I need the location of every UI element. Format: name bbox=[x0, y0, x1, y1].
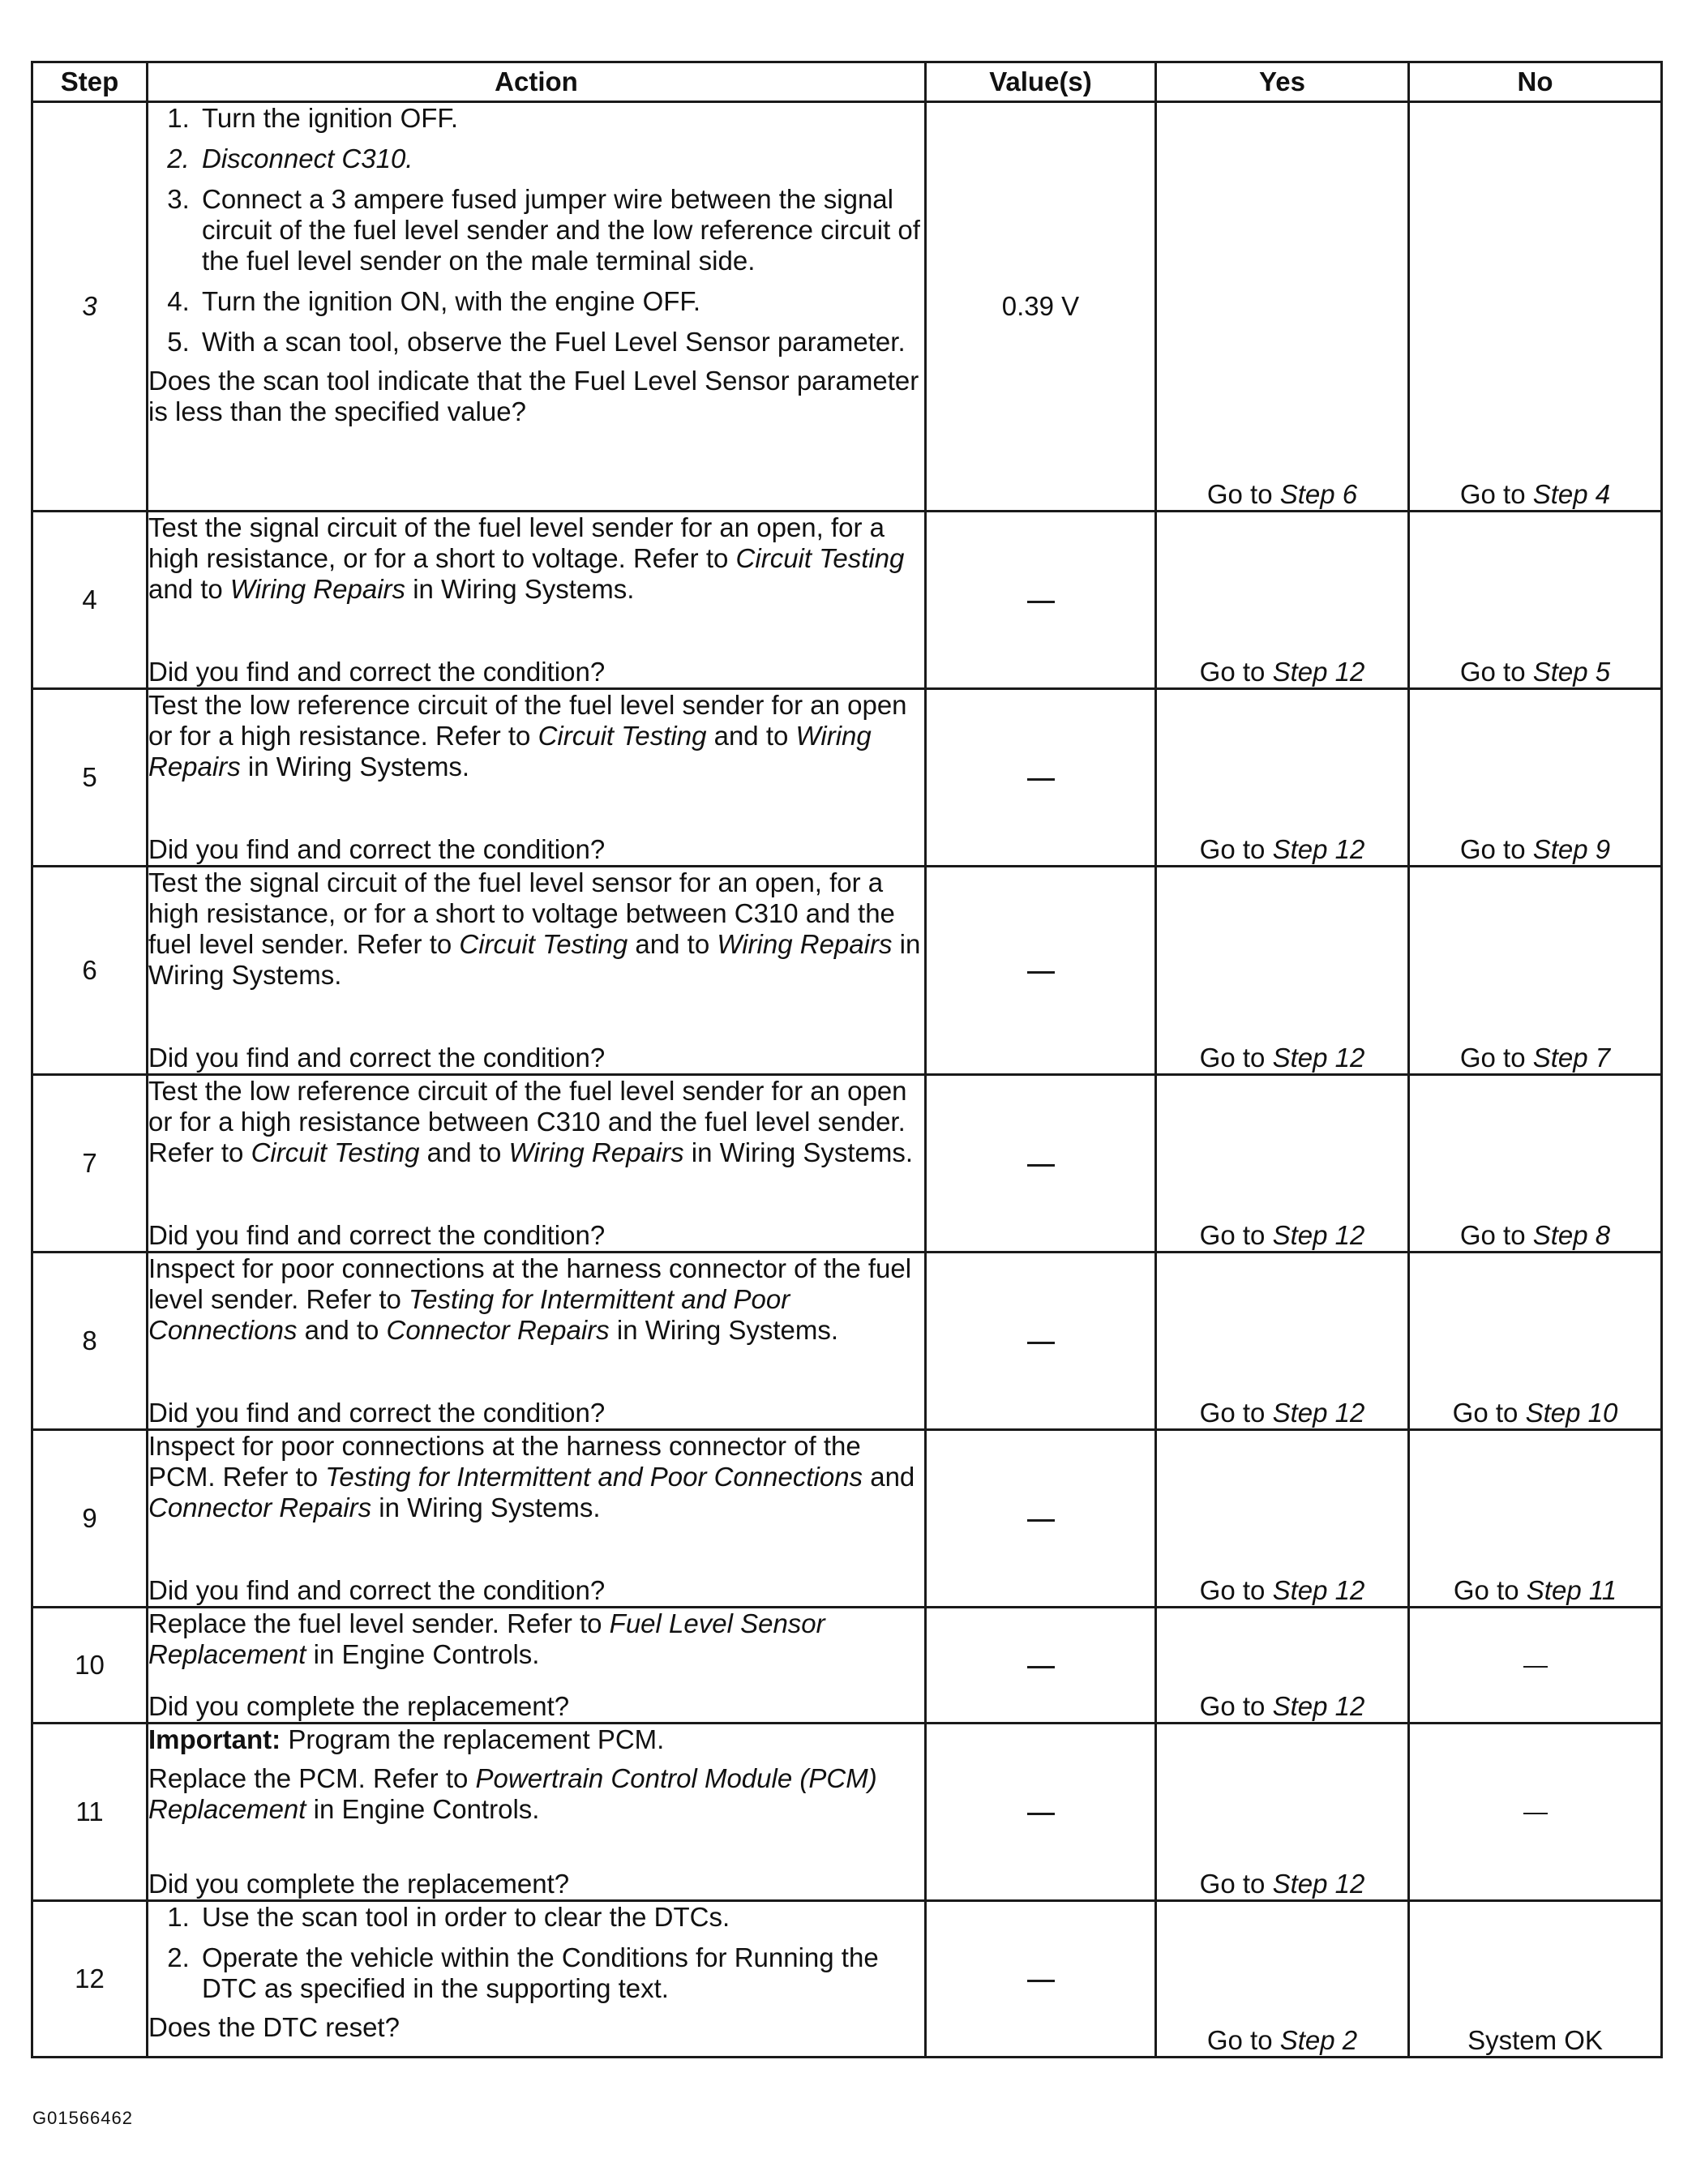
action-text-part: in Wiring Systems. bbox=[683, 1137, 914, 1167]
action-text-part: and to bbox=[706, 721, 796, 751]
yes-prefix: Go to bbox=[1199, 1398, 1273, 1428]
reference-circuit-testing: Circuit Testing bbox=[251, 1137, 420, 1167]
reference-fuel-level-sensor-replacement: Fuel Level Sensor Replacement bbox=[148, 1608, 825, 1669]
yes-cell bbox=[1156, 1608, 1409, 1724]
action-content bbox=[148, 1724, 924, 1899]
no-value-dash bbox=[1027, 601, 1055, 603]
no-cell bbox=[1409, 102, 1662, 512]
no-prefix: Go to bbox=[1459, 657, 1533, 687]
value-cell bbox=[926, 512, 1156, 689]
action-content bbox=[148, 867, 924, 1073]
action-cell bbox=[148, 867, 926, 1075]
reference-connector-repairs: Connector Repairs bbox=[148, 1492, 372, 1522]
action-text-part: in Wiring Systems. bbox=[609, 1315, 839, 1345]
yes-prefix: Go to bbox=[1199, 1869, 1273, 1899]
action-step-item: 1. Use the scan tool in order to clear the DTCs. bbox=[197, 1902, 924, 1933]
value-cell bbox=[926, 1901, 1156, 2058]
action-content bbox=[148, 690, 924, 865]
action-question: Did you find and correct the condition? bbox=[148, 1575, 606, 1605]
no-cell bbox=[1409, 867, 1662, 1075]
header-values: Value(s) bbox=[926, 62, 1156, 102]
no-step-link: Step 10 bbox=[1525, 1398, 1618, 1428]
action-text-part: Test the signal circuit of the fuel level sender for an open, for a high resistance, or for a short to voltage. Refer to bbox=[148, 512, 885, 573]
no-value-dash bbox=[1027, 1813, 1055, 1815]
yes-step-link: Step 12 bbox=[1272, 1869, 1365, 1899]
no-prefix: Go to bbox=[1459, 1043, 1533, 1073]
yes-prefix: Go to bbox=[1206, 2025, 1280, 2055]
header-no: No bbox=[1409, 62, 1662, 102]
action-text-part: Test the low reference circuit of the fuel level sender for an open or for a high resistance. Refer to bbox=[148, 690, 907, 751]
no-cell bbox=[1409, 1608, 1662, 1724]
action-cell bbox=[148, 1901, 926, 2058]
no-prefix: Go to bbox=[1459, 1220, 1533, 1250]
action-text-part: in Wiring Systems. bbox=[371, 1492, 601, 1522]
action-text bbox=[148, 1724, 924, 1825]
important-text: Program the replacement PCM. bbox=[281, 1724, 665, 1754]
no-cell: System OK bbox=[1409, 1901, 1662, 2058]
table-row-step-4 bbox=[32, 512, 1662, 689]
action-question: Did you find and correct the condition? bbox=[148, 1220, 606, 1250]
action-text-part: and to bbox=[628, 929, 717, 959]
step-number: 3 bbox=[32, 102, 148, 512]
no-value-dash bbox=[1027, 1164, 1055, 1167]
action-question: Did you find and correct the condition? bbox=[148, 834, 606, 864]
step-number: 6 bbox=[32, 867, 148, 1075]
action-content bbox=[148, 1253, 924, 1428]
no-step-link: Step 11 bbox=[1526, 1575, 1617, 1605]
yes-cell bbox=[1156, 1724, 1409, 1901]
action-text bbox=[148, 867, 924, 991]
step-number: 12 bbox=[32, 1901, 148, 2058]
header-yes: Yes bbox=[1156, 62, 1409, 102]
step-number: 7 bbox=[32, 1075, 148, 1253]
action-steps-list bbox=[148, 103, 924, 358]
value-cell bbox=[926, 1724, 1156, 1901]
no-prefix: Go to bbox=[1452, 1398, 1526, 1428]
reference-intermittent-testing: Testing for Intermittent and Poor Connections bbox=[325, 1462, 863, 1492]
yes-step-link: Step 12 bbox=[1272, 657, 1365, 687]
no-value-dash bbox=[1523, 1813, 1548, 1814]
table-row-step-6 bbox=[32, 867, 1662, 1075]
important-label: Important: bbox=[148, 1724, 281, 1754]
no-cell bbox=[1409, 1724, 1662, 1901]
action-text-part: in Wiring Systems. bbox=[405, 574, 635, 604]
reference-circuit-testing: Circuit Testing bbox=[735, 543, 905, 573]
yes-cell bbox=[1156, 689, 1409, 867]
action-text-part: Replace the PCM. Refer to bbox=[148, 1763, 476, 1793]
value-cell bbox=[926, 1608, 1156, 1724]
action-step-item: 1. Turn the ignition OFF. bbox=[197, 103, 924, 134]
action-question: Did you find and correct the condition? bbox=[148, 657, 606, 687]
no-step-link: Step 9 bbox=[1532, 834, 1611, 864]
action-text-part: Inspect for poor connections at the harness connector of the PCM. Refer to bbox=[148, 1431, 861, 1492]
yes-step-link: Step 2 bbox=[1279, 2025, 1358, 2055]
action-cell bbox=[148, 1430, 926, 1608]
yes-step-link: Step 12 bbox=[1272, 1398, 1365, 1428]
step-number: 10 bbox=[32, 1608, 148, 1724]
action-text bbox=[148, 1076, 924, 1168]
action-text-part: in Engine Controls. bbox=[306, 1639, 540, 1669]
no-value-dash bbox=[1027, 1666, 1055, 1668]
action-step-item: 2. Disconnect C310. bbox=[197, 143, 924, 174]
action-step-item: 5. With a scan tool, observe the Fuel Level Sensor parameter. bbox=[197, 327, 924, 358]
value-cell bbox=[926, 867, 1156, 1075]
action-content bbox=[148, 1608, 924, 1722]
table-row-step-3 bbox=[32, 102, 1662, 512]
reference-wiring-repairs: Wiring Repairs bbox=[717, 929, 893, 959]
important-note bbox=[148, 1724, 924, 1755]
step-number: 9 bbox=[32, 1430, 148, 1608]
no-value-dash bbox=[1027, 1519, 1055, 1522]
table-header-row bbox=[32, 62, 1662, 102]
yes-prefix: Go to bbox=[1199, 1691, 1273, 1721]
yes-cell bbox=[1156, 1430, 1409, 1608]
action-cell bbox=[148, 1724, 926, 1901]
action-text-part: Test the signal circuit of the fuel level sensor for an open, for a high resistance, or for a short to voltage between C310 and the fuel level sender. Refer to bbox=[148, 867, 895, 959]
no-prefix: Go to bbox=[1453, 1575, 1527, 1605]
action-text-part: in Engine Controls. bbox=[306, 1794, 540, 1824]
action-question: Does the scan tool indicate that the Fuel Level Sensor parameter is less than the specified value? bbox=[148, 366, 919, 426]
step-number: 11 bbox=[32, 1724, 148, 1901]
diagnostic-table-sheet bbox=[31, 61, 1660, 2058]
action-question: Did you complete the replacement? bbox=[148, 1691, 570, 1721]
action-text-part: in Wiring Systems. bbox=[148, 929, 921, 990]
yes-prefix: Go to bbox=[1199, 1575, 1273, 1605]
yes-prefix: Go to bbox=[1206, 479, 1280, 509]
yes-cell bbox=[1156, 1253, 1409, 1430]
yes-step-link: Step 12 bbox=[1272, 1575, 1365, 1605]
table-row-step-11 bbox=[32, 1724, 1662, 1901]
action-content bbox=[148, 1076, 924, 1251]
action-cell bbox=[148, 512, 926, 689]
action-question: Does the DTC reset? bbox=[148, 2012, 400, 2042]
action-cell bbox=[148, 689, 926, 867]
reference-wiring-repairs: Wiring Repairs bbox=[229, 574, 406, 604]
table-row-step-5 bbox=[32, 689, 1662, 867]
figure-code: G01566462 bbox=[32, 2108, 133, 2128]
action-text-part: and to bbox=[419, 1137, 509, 1167]
yes-cell bbox=[1156, 867, 1409, 1075]
value-cell bbox=[926, 1430, 1156, 1608]
action-cell bbox=[148, 1608, 926, 1724]
no-prefix: Go to bbox=[1459, 479, 1533, 509]
action-text bbox=[148, 690, 924, 782]
no-value-dash bbox=[1523, 1666, 1548, 1668]
table-row-step-12 bbox=[32, 1901, 1662, 2058]
action-step-item: 4. Turn the ignition ON, with the engine OFF. bbox=[197, 286, 924, 317]
no-step-link: Step 8 bbox=[1532, 1220, 1611, 1250]
no-prefix: Go to bbox=[1459, 834, 1533, 864]
no-value-dash bbox=[1027, 778, 1055, 781]
yes-prefix: Go to bbox=[1199, 1220, 1273, 1250]
no-step-link: Step 7 bbox=[1532, 1043, 1611, 1073]
step-number: 8 bbox=[32, 1253, 148, 1430]
yes-step-link: Step 6 bbox=[1279, 479, 1358, 509]
step-number: 5 bbox=[32, 689, 148, 867]
action-text-part: and to bbox=[148, 574, 230, 604]
reference-circuit-testing: Circuit Testing bbox=[538, 721, 707, 751]
yes-prefix: Go to bbox=[1199, 834, 1273, 864]
yes-step-link: Step 12 bbox=[1272, 1691, 1365, 1721]
reference-pcm-replacement: Powertrain Control Module (PCM) Replacement bbox=[148, 1763, 877, 1824]
action-question: Did you find and correct the condition? bbox=[148, 1398, 606, 1428]
action-text-part: Inspect for poor connections at the harness connector of the fuel level sender. Refer to bbox=[148, 1253, 912, 1314]
reference-intermittent-testing: Testing for Intermittent and Poor Connections bbox=[148, 1284, 790, 1345]
step-number: 4 bbox=[32, 512, 148, 689]
no-cell bbox=[1409, 1430, 1662, 1608]
action-cell bbox=[148, 1253, 926, 1430]
no-cell bbox=[1409, 1075, 1662, 1253]
reference-circuit-testing: Circuit Testing bbox=[459, 929, 628, 959]
action-text-part: Test the low reference circuit of the fuel level sender for an open or for a high resistance between C310 and the fuel level sender. Refer to bbox=[148, 1076, 907, 1167]
yes-step-link: Step 12 bbox=[1272, 1220, 1365, 1250]
value-cell bbox=[926, 1075, 1156, 1253]
action-text-part: and bbox=[863, 1462, 915, 1492]
action-content bbox=[148, 1431, 924, 1606]
header-step: Step bbox=[32, 62, 148, 102]
action-text-part: and to bbox=[297, 1315, 387, 1345]
action-step-item: 3. Connect a 3 ampere fused jumper wire between the signal circuit of the fuel level sender and the low reference circuit of the fuel level sender on the male terminal side. bbox=[197, 184, 924, 276]
table-row-step-10 bbox=[32, 1608, 1662, 1724]
header-action: Action bbox=[148, 62, 926, 102]
action-cell bbox=[148, 1075, 926, 1253]
action-step-item: 2. Operate the vehicle within the Conditions for Running the DTC as specified in the supporting text. bbox=[197, 1942, 924, 2004]
reference-wiring-repairs: Wiring Repairs bbox=[148, 721, 872, 782]
reference-wiring-repairs: Wiring Repairs bbox=[508, 1137, 684, 1167]
table-row-step-9 bbox=[32, 1430, 1662, 1608]
action-text bbox=[148, 512, 924, 605]
action-question: Did you complete the replacement? bbox=[148, 1869, 570, 1899]
yes-step-link: Step 12 bbox=[1272, 834, 1365, 864]
yes-cell bbox=[1156, 1075, 1409, 1253]
value-cell bbox=[926, 1253, 1156, 1430]
action-cell bbox=[148, 102, 926, 512]
no-step-link: Step 4 bbox=[1532, 479, 1611, 509]
action-content bbox=[148, 512, 924, 687]
no-value-dash bbox=[1027, 1980, 1055, 1982]
value-cell: 0.39 V bbox=[926, 102, 1156, 512]
no-value-dash bbox=[1027, 971, 1055, 974]
no-cell bbox=[1409, 689, 1662, 867]
diagnostic-table bbox=[31, 61, 1663, 2058]
no-step-link: Step 5 bbox=[1532, 657, 1611, 687]
action-question: Did you find and correct the condition? bbox=[148, 1043, 606, 1073]
action-steps-list bbox=[148, 1902, 924, 2004]
action-text bbox=[148, 1253, 924, 1346]
action-text bbox=[148, 1431, 924, 1523]
yes-cell bbox=[1156, 512, 1409, 689]
no-cell bbox=[1409, 512, 1662, 689]
reference-connector-repairs: Connector Repairs bbox=[386, 1315, 610, 1345]
yes-prefix: Go to bbox=[1199, 1043, 1273, 1073]
table-row-step-7 bbox=[32, 1075, 1662, 1253]
no-cell bbox=[1409, 1253, 1662, 1430]
yes-cell bbox=[1156, 1901, 1409, 2058]
no-value-dash bbox=[1027, 1342, 1055, 1344]
value-cell bbox=[926, 689, 1156, 867]
yes-step-link: Step 12 bbox=[1272, 1043, 1365, 1073]
action-paragraph bbox=[148, 1763, 924, 1825]
yes-cell bbox=[1156, 102, 1409, 512]
action-text-part: Replace the fuel level sender. Refer to bbox=[148, 1608, 610, 1638]
table-row-step-8 bbox=[32, 1253, 1662, 1430]
yes-prefix: Go to bbox=[1199, 657, 1273, 687]
action-text-part: in Wiring Systems. bbox=[240, 752, 470, 782]
action-text bbox=[148, 1608, 924, 1670]
